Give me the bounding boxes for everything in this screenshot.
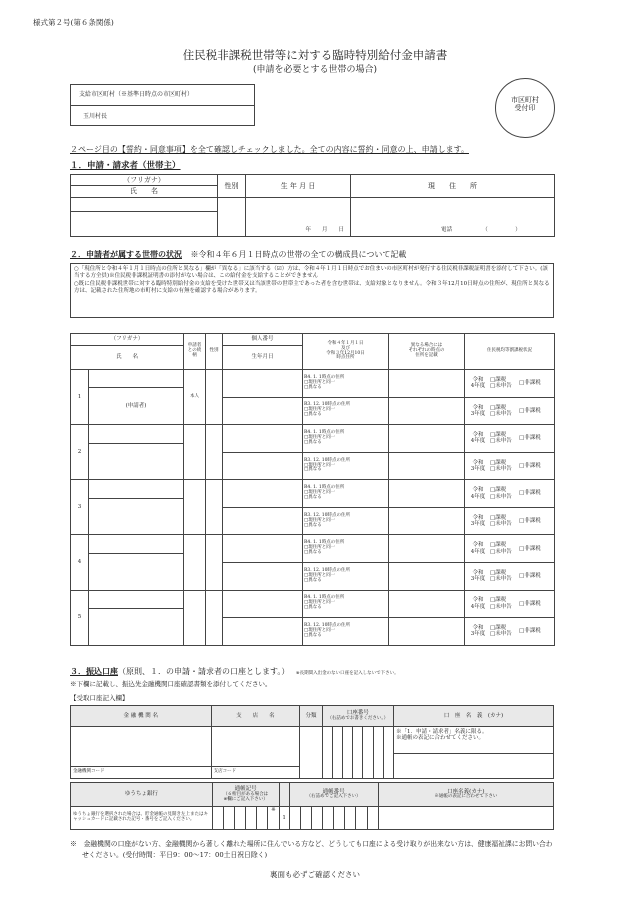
member-addr-checks[interactable] (303, 507, 389, 535)
addr-diff-checkbox[interactable]: □異なる (304, 439, 322, 445)
member-row (71, 590, 555, 599)
hdr-name: 氏 名 (71, 346, 184, 370)
member-tax-status[interactable] (465, 397, 555, 425)
tax-era: 令和 (472, 404, 484, 411)
yucho-bango-label-cell (289, 783, 378, 807)
bank-table (70, 705, 554, 779)
household-note-2: ○既に住民税非課税世帯に対する臨時特別給付金の支給を受けた世帯又は当該世帯の世帯主であった者を含む世帯は、支給対象となりません。令和３年12月10日時点の住所が、現住所と異なる方は、記載された住所地の市町村に支給の有無を確認する場合があります。 (74, 280, 550, 295)
municipality-mayor: 玉川村長 (83, 113, 108, 120)
addr-diff-checkbox[interactable]: □異なる (304, 495, 322, 500)
bank-holder-note-2: ※通帳の表記に合わせてください。 (395, 735, 484, 742)
yucho-bango-digit-2[interactable] (300, 807, 311, 830)
bank-holder-notes (393, 727, 553, 754)
page-title: 住民税非課税世帯等に対する臨時特別給付金申請書 (182, 48, 448, 62)
tax-year: 3年度 (470, 465, 486, 472)
account-digit-2[interactable] (332, 727, 342, 779)
form-number: 様式第２号(第６条関係) (33, 18, 114, 27)
yucho-bango-digit-6[interactable] (345, 807, 356, 830)
tax-exempt-checkbox[interactable]: □非課税 (519, 462, 541, 469)
addr-same-checkbox[interactable]: □現住所と同一 (304, 407, 336, 413)
addr-diff-checkbox[interactable]: □異なる (304, 605, 322, 611)
tax-taxed-checkbox[interactable]: □課税 (490, 514, 507, 521)
member-row (71, 425, 555, 434)
member-name-field[interactable] (89, 553, 184, 590)
reception-stamp-circle: 市区町村 受付印 (495, 78, 555, 138)
tax-taxed-checkbox[interactable]: □課税 (490, 597, 507, 604)
yucho-kigo-label-cell (212, 783, 279, 807)
member-name-field[interactable] (89, 608, 184, 645)
gender-field[interactable] (218, 198, 246, 237)
tax-unreported-checkbox[interactable]: □未申告 (490, 438, 512, 445)
section1-title: １．申請・請求者（世帯主） (70, 161, 181, 171)
member-row (71, 535, 555, 544)
member-tax-status[interactable] (465, 480, 555, 508)
tax-year: 3年度 (470, 576, 486, 583)
member-addr-checks[interactable] (303, 618, 389, 646)
addr-same-checkbox[interactable]: □現住所と同一 (304, 627, 336, 633)
addr-title: R4. 1. 1時点の住所 (304, 595, 345, 601)
tax-exempt-checkbox[interactable]: □非課税 (519, 407, 541, 414)
municipality-label: 支給市区町村（※基準日時点の市区町村） (71, 85, 254, 106)
member-name-field[interactable] (89, 498, 184, 535)
account-digit-5[interactable] (363, 727, 373, 779)
addr-title: R4. 1. 1時点の住所 (304, 430, 345, 435)
addr-title: R3. 12. 10時点の住所 (304, 567, 350, 573)
bank-code-field[interactable]: 金融機関コード (71, 767, 212, 779)
address-label: 現 住 所 (351, 175, 555, 198)
addr-same-checkbox[interactable]: □現住所と同一 (304, 572, 336, 578)
member-tax-status[interactable] (465, 507, 555, 535)
yucho-one: 1 (279, 807, 289, 830)
household-table (70, 333, 555, 646)
yucho-kigo-sub: （６桁目がある場合は ※欄にご記入下さい） (223, 791, 269, 802)
member-addr-checks[interactable] (303, 535, 389, 563)
tax-unreported-checkbox[interactable]: □未申告 (490, 465, 512, 472)
tax-taxed-checkbox[interactable]: □課税 (490, 432, 507, 439)
tax-era: 令和 (472, 597, 484, 604)
section3-note: ※下欄に記載し、振込先金融機関口座確認書類を添付してください。 (70, 680, 272, 688)
tax-taxed-checkbox[interactable]: □課税 (490, 625, 507, 632)
tax-taxed-checkbox[interactable]: □課税 (490, 569, 507, 576)
tax-exempt-checkbox[interactable]: □非課税 (519, 435, 541, 442)
footer-note: ※ 金融機関の口座がない方、金融機関から著しく離れた場所に住んでいる方など、どうしても口座による受け取りが出来ない方は、健康福祉課にお問い合わせください。(受付時間：平日9：00～17：00土日祝日除く) (70, 840, 553, 859)
member-no: 3 (71, 480, 89, 535)
tax-exempt-checkbox[interactable]: □非課税 (519, 573, 541, 580)
member-furigana-field[interactable] (89, 590, 184, 608)
household-note-1: ○「現住所と令和４年１月１日時点の住所と異なる」欄が「異なる」に該当する（☑）方は、令和４年１月１日時点でお住まいの市区町村が発行する住民税非課税証明書を添付して下さい。(該当する方全員)※住民税非課税証明書の添付がない場合は、この給付金を支給することができません (74, 266, 548, 280)
yucho-table (70, 782, 554, 830)
bank-branch-label: 支 店 名 (211, 706, 300, 727)
member-furigana-field[interactable] (89, 535, 184, 553)
back-note: 裏面も必ずご確認ください (270, 870, 360, 879)
addr-diff-checkbox[interactable]: □異なる (304, 412, 322, 418)
account-digit-3[interactable] (343, 727, 353, 779)
tax-exempt-checkbox[interactable]: □非課税 (519, 490, 541, 497)
tax-taxed-checkbox[interactable]: □課税 (490, 459, 507, 466)
tax-era: 令和 (472, 542, 484, 549)
bank-type-field[interactable] (300, 727, 322, 779)
bank-branch-field[interactable] (211, 727, 300, 767)
yucho-kigo-asterisk[interactable]: ※ (268, 807, 279, 830)
addr-diff-checkbox[interactable]: □異なる (304, 384, 322, 390)
yucho-kigo-digit-4[interactable] (246, 807, 257, 830)
addr-same-checkbox[interactable]: □現住所と同一 (304, 517, 336, 523)
tax-exempt-checkbox[interactable]: □非課税 (519, 628, 541, 635)
tax-unreported-checkbox[interactable]: □未申告 (490, 493, 512, 500)
birthdate-field[interactable]: 年 月 日 (246, 198, 351, 237)
furigana-label: （フリガナ） (71, 175, 218, 186)
member-relation-field[interactable] (184, 480, 206, 535)
tax-unreported-checkbox[interactable]: □未申告 (490, 548, 512, 555)
member-tax-status[interactable] (465, 618, 555, 646)
yucho-bango-digit-4[interactable] (323, 807, 334, 830)
addr-same-checkbox[interactable]: □現住所と同一 (304, 545, 336, 551)
tax-year: 3年度 (470, 631, 486, 638)
bank-holder-label: 口 座 名 義 (カナ) (393, 706, 553, 727)
member-no: 5 (71, 590, 89, 645)
member-relation-field[interactable]: 本人 (184, 370, 206, 425)
member-relation-field[interactable] (184, 425, 206, 480)
addr-title: R3. 12. 10時点の住所 (304, 402, 350, 408)
member-diff-address-field[interactable] (389, 618, 465, 646)
bank-holder-note-1: ※「1．申請・請求者」名義に限る。 (395, 729, 488, 735)
member-tax-status[interactable] (465, 452, 555, 480)
tax-year: 4年度 (470, 603, 486, 610)
yucho-bango-digit-8[interactable] (367, 807, 378, 830)
page-subtitle: (申請を必要とする世帯の場合) (252, 65, 378, 75)
member-diff-address-field[interactable] (389, 397, 465, 425)
name-field[interactable] (71, 212, 218, 237)
member-addr-checks[interactable] (303, 562, 389, 590)
account-digit-7[interactable] (383, 727, 393, 779)
hdr-birth: 生年月日 (223, 346, 303, 370)
member-gender-field[interactable] (206, 425, 223, 480)
tax-era: 令和 (472, 569, 484, 576)
member-diff-address-field[interactable] (389, 425, 465, 453)
household-notes (70, 263, 554, 318)
yucho-holder-label: 口座名義(カナ) (447, 788, 485, 795)
member-gender-field[interactable] (206, 535, 223, 590)
member-diff-address-field[interactable] (389, 370, 465, 398)
account-digit-4[interactable] (353, 727, 363, 779)
member-relation-field[interactable] (184, 590, 206, 645)
addr-title: R3. 12. 10時点の住所 (304, 457, 350, 463)
member-addr-checks[interactable] (303, 425, 389, 453)
member-row (71, 480, 555, 489)
tax-era: 令和 (472, 376, 484, 383)
tax-taxed-checkbox[interactable]: □課税 (490, 487, 507, 494)
tax-year: 3年度 (470, 521, 486, 528)
yucho-kigo-digit-2[interactable] (223, 807, 234, 830)
addr-same-checkbox[interactable]: □現住所と同一 (304, 434, 336, 440)
tax-year: 4年度 (470, 383, 486, 390)
hdr-diff-col: 異なる場合には それぞれの時点の 住所を記載 (389, 334, 465, 370)
tax-era: 令和 (472, 487, 484, 494)
addr-diff-checkbox[interactable]: □異なる (304, 577, 322, 583)
bank-name-label: 金 融 機 関 名 (71, 706, 212, 727)
bank-account-sub: （右詰めでお書きください。） (327, 715, 389, 721)
member-furigana-field[interactable] (89, 480, 184, 498)
addr-diff-checkbox[interactable]: □異なる (304, 467, 322, 473)
bank-account-label-cell (322, 706, 393, 727)
section3-title-paren: （原則、１．の申請・請求者の口座とします。） (118, 667, 290, 676)
account-digit-6[interactable] (373, 727, 383, 779)
hdr-relation: 申請者との続柄 (184, 334, 206, 370)
addr-diff-checkbox[interactable]: □異なる (304, 632, 322, 638)
yucho-bango-digit-3[interactable] (311, 807, 322, 830)
account-digit-1[interactable] (322, 727, 332, 779)
tax-exempt-checkbox[interactable]: □非課税 (519, 380, 541, 387)
name-label: 氏 名 (71, 186, 218, 198)
member-addr-checks[interactable] (303, 590, 389, 618)
yucho-bango-digit-7[interactable] (356, 807, 367, 830)
member-name-field[interactable]: (申請者) (89, 388, 184, 425)
yucho-spacer (279, 783, 289, 807)
addr-title: R3. 12. 10時点の住所 (304, 512, 350, 518)
member-tax-status[interactable] (465, 370, 555, 398)
yucho-bango-digit-5[interactable] (334, 807, 345, 830)
addr-title: R4. 1. 1時点の住所 (304, 540, 345, 546)
addr-same-checkbox[interactable]: □現住所と同一 (304, 490, 336, 496)
addr-same-checkbox[interactable]: □現住所と同一 (304, 462, 336, 468)
tax-year: 4年度 (470, 493, 486, 500)
member-addr-checks[interactable] (303, 452, 389, 480)
addr-title: R4. 1. 1時点の住所 (304, 485, 345, 491)
bank-name-field[interactable] (71, 727, 212, 767)
yucho-holder-label-cell (378, 783, 553, 807)
tax-unreported-checkbox[interactable]: □未申告 (490, 383, 512, 390)
tax-exempt-checkbox[interactable]: □非課税 (519, 600, 541, 607)
tax-unreported-checkbox[interactable]: □未申告 (490, 631, 512, 638)
member-no: 4 (71, 535, 89, 590)
tax-taxed-checkbox[interactable]: □課税 (490, 542, 507, 549)
branch-code-field[interactable]: 支店コード (211, 767, 300, 779)
member-diff-address-field[interactable] (389, 507, 465, 535)
member-addr-checks[interactable] (303, 397, 389, 425)
addr-diff-checkbox[interactable]: □異なる (304, 522, 322, 528)
tax-era: 令和 (472, 625, 484, 632)
hdr-date-col: 令和４年１月１日 及び 令和３年12月10日 時点住所 (303, 334, 389, 370)
member-tax-status[interactable] (465, 535, 555, 563)
yucho-bango-label: 通帳番号 (322, 788, 345, 795)
tax-exempt-checkbox[interactable]: □非課税 (519, 517, 541, 524)
member-gender-field[interactable] (206, 370, 223, 425)
member-name-field[interactable] (89, 443, 184, 480)
member-diff-address-field[interactable] (389, 562, 465, 590)
addr-title: R4. 1. 1時点の住所 (304, 374, 345, 380)
addr-title: R3. 12. 10時点の住所 (304, 622, 350, 628)
yucho-bango-sub: （右詰めでご記入下さい） (306, 794, 361, 800)
tax-taxed-checkbox[interactable]: □課税 (490, 404, 507, 411)
member-diff-address-field[interactable] (389, 590, 465, 618)
member-diff-address-field[interactable] (389, 535, 465, 563)
applicant-table (70, 174, 555, 237)
member-tax-status[interactable] (465, 562, 555, 590)
member-diff-address-field[interactable] (389, 452, 465, 480)
section2-title: ２．申請者が属する世帯の状況 (70, 249, 182, 259)
addr-diff-checkbox[interactable]: □異なる (304, 550, 322, 556)
yucho-holder-note: ※通帳の表記に合わせて下さい (434, 794, 498, 800)
addr-same-checkbox[interactable]: □現住所と同一 (304, 600, 336, 606)
tax-unreported-checkbox[interactable]: □未申告 (490, 410, 512, 417)
tax-unreported-checkbox[interactable]: □未申告 (490, 576, 512, 583)
tax-era: 令和 (472, 432, 484, 439)
section3-title-note: ※長期間入出金のない口座を記入しないで下さい。 (295, 671, 399, 676)
tax-year: 3年度 (470, 410, 486, 417)
member-diff-address-field[interactable] (389, 480, 465, 508)
section2-header (70, 250, 406, 260)
section3-title: ３．振込口座 (70, 666, 118, 676)
yucho-note: ゆうちょ銀行を選択された場合は、貯金通帳の見開き左上またはキャッシュカードに記載された記号・番号をご記入ください。 (71, 807, 213, 830)
bank-type-label: 分類 (300, 706, 322, 727)
tax-era: 令和 (472, 459, 484, 466)
municipality-box (70, 84, 255, 126)
yucho-holder-field[interactable] (378, 807, 553, 830)
yucho-kigo-digit-1[interactable] (212, 807, 223, 830)
member-addr-checks[interactable] (303, 480, 389, 508)
hdr-tax-col: 住民税均等割課税状況 (465, 334, 555, 370)
tax-era: 令和 (472, 514, 484, 521)
tax-unreported-checkbox[interactable]: □未申告 (490, 521, 512, 528)
member-row (71, 370, 555, 379)
addr-same-checkbox[interactable]: □現住所と同一 (304, 379, 336, 385)
section2-title-note: ※令和４年６月１日時点の世帯の全ての構成員について記載 (190, 250, 407, 259)
bank-section-title: 【受取口座記入欄】 (70, 694, 129, 702)
tax-unreported-checkbox[interactable]: □未申告 (490, 603, 512, 610)
gender-label: 性別 (218, 175, 246, 198)
member-gender-field[interactable] (206, 480, 223, 535)
member-addr-checks[interactable] (303, 370, 389, 398)
bank-holder-field[interactable] (393, 754, 553, 779)
yucho-kigo-label: 通帳記号 (234, 786, 257, 793)
tax-year: 4年度 (470, 548, 486, 555)
bank-account-label: 口座番号 (346, 710, 369, 717)
member-no: 2 (71, 425, 89, 480)
tax-year: 4年度 (470, 438, 486, 445)
member-furigana-field[interactable] (89, 425, 184, 443)
yucho-bango-digit-1[interactable] (289, 807, 300, 830)
yucho-name: ゆうちょ銀行 (71, 783, 213, 807)
section3-header (70, 667, 399, 677)
furigana-field[interactable] (71, 198, 218, 212)
yucho-kigo-digit-5[interactable] (257, 807, 268, 830)
tax-exempt-checkbox[interactable]: □非課税 (519, 545, 541, 552)
birth-label: 生 年 月 日 (246, 175, 351, 198)
hdr-furigana: （フリガナ） (71, 334, 184, 346)
member-no: 1 (71, 370, 89, 425)
consent-notice: ２ページ目の【誓約・同意事項】を全て確認しチェックしました。全ての内容に誓約・同意の上、申請します。 (70, 145, 469, 154)
member-relation-field[interactable] (184, 535, 206, 590)
member-furigana-field[interactable] (89, 370, 184, 388)
member-tax-status[interactable] (465, 425, 555, 453)
tax-taxed-checkbox[interactable]: □課税 (490, 376, 507, 383)
member-gender-field[interactable] (206, 590, 223, 645)
yucho-kigo-digit-3[interactable] (235, 807, 246, 830)
member-tax-status[interactable] (465, 590, 555, 618)
address-phone-field[interactable]: 電話 （ ） (351, 198, 555, 237)
hdr-gender: 性別 (206, 334, 223, 370)
hdr-mynumber: 個人番号 (223, 334, 303, 346)
